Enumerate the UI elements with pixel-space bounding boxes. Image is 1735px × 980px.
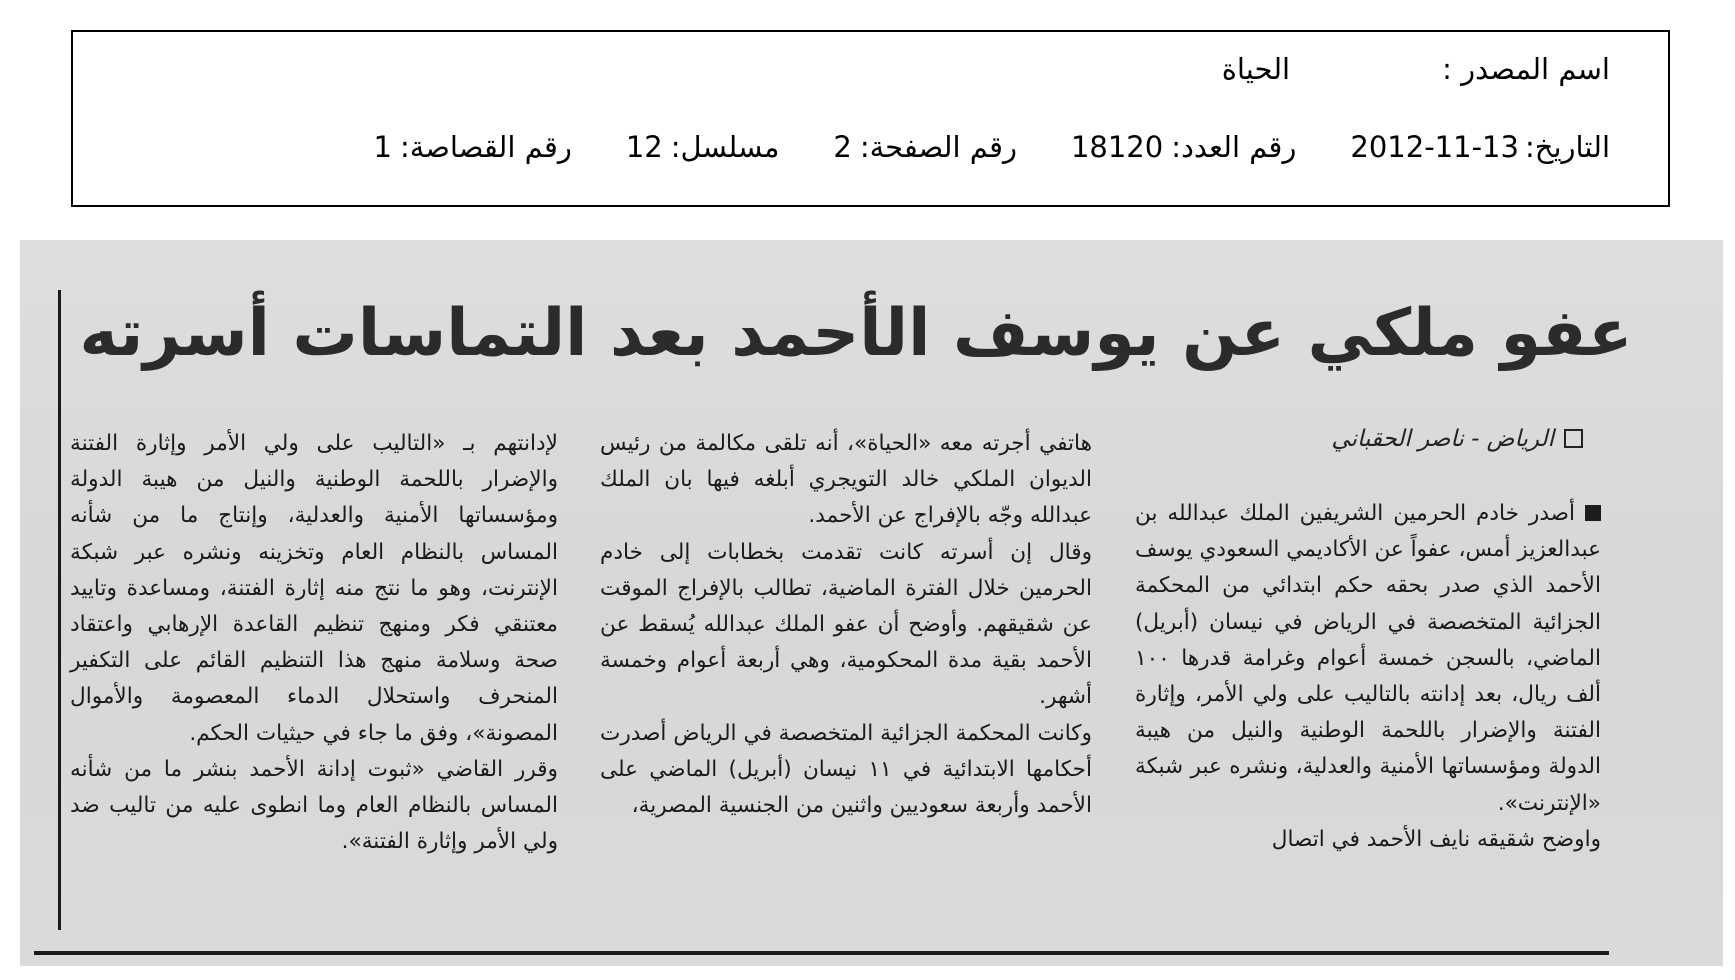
clip-value: 1 <box>373 130 392 164</box>
paragraph: لإدانتهم بـ «التاليب على ولي الأمر وإثارة الفتنة والإضرار باللحمة الوطنية والنيل من هيبة الدولة ومؤسساتها الأمنية والعدلية، وإنتاج ما من شأنه المساس بالنظام العام وتخزينه ونشره عبر شبكة الإنترنت، وهو ما نتج منه إثارة الفتنة، ومساعدة وتاييد معتنقي فكر ومنهج تنظيم القاعدة الإرهابي واعتقاد صحة وسلامة منهج هذا التنظيم القائم على التكفير المنحرف واستحلال الدماء المعصومة والأموال المصونة»، وفق ما جاء في حيثيات الحكم. <box>70 431 558 746</box>
date-value: 2012-11-13 <box>1350 130 1519 164</box>
byline-text: الرياض - ناصر الحقباني <box>1331 426 1554 452</box>
paragraph <box>1135 496 1601 822</box>
left-column-rule <box>58 290 61 930</box>
bottom-rule <box>34 951 1609 955</box>
article-column-3 <box>70 426 558 860</box>
serial-value: 12 <box>625 130 663 164</box>
source-value: الحياة <box>1221 52 1291 86</box>
clip-label: رقم القصاصة: <box>399 130 572 164</box>
source-label: اسم المصدر : <box>1442 52 1610 86</box>
serial-label: مسلسل: <box>670 130 780 164</box>
square-bullet-icon <box>1585 505 1601 521</box>
paragraph: وكانت المحكمة الجزائية المتخصصة في الرياض أصدرت أحكامها الابتدائية في ١١ نيسان (أبريل) الماضي على الأحمد وأربعة سعوديين واثنين من الجنسية المصرية، <box>600 720 1092 819</box>
page-label: رقم الصفحة: <box>859 130 1017 164</box>
headline: عفو ملكي عن يوسف الأحمد بعد التماسات أسرته <box>79 296 1633 371</box>
date-label: التاريخ: <box>1524 130 1610 164</box>
issue-label: رقم العدد: <box>1171 130 1297 164</box>
paragraph: هاتفي أجرته معه «الحياة»، أنه تلقى مكالمة من رئيس الديوان الملكي خالد التويجري أبلغه فيها بان الملك عبدالله وجّه بالإفراج عن الأحمد. <box>600 431 1092 529</box>
source-row <box>1222 52 1610 86</box>
article-column-1 <box>1135 496 1601 858</box>
article-column-2 <box>600 426 1092 824</box>
page-value: 2 <box>833 130 852 164</box>
source-info-box <box>71 30 1670 207</box>
byline <box>1331 426 1583 452</box>
paragraph-text: أصدر خادم الحرمين الشريفين الملك عبدالله بن عبدالعزيز أمس، عفواً عن الأكاديمي السعودي يوسف الأحمد الذي صدر بحقه حكم ابتدائي من المحكمة الجزائية المتخصصة في الرياض في نيسان (أبريل) الماضي، بالسجن خمسة أعوام وغرامة قدرها ١٠٠ ألف ريال، بعد إدانته بالتاليب على ولي الأمر، وإثارة الفتنة والإضرار باللحمة الوطنية والنيل من هيبة الدولة ومؤسساتها الأمنية والعدلية، ونشره عبر شبكة «الإنترنت». <box>1135 501 1601 816</box>
issue-value: 18120 <box>1070 130 1164 164</box>
paragraph: واوضح شقيقه نايف الأحمد في اتصال <box>1271 826 1601 852</box>
square-outline-icon <box>1564 429 1583 448</box>
newspaper-clipping <box>20 240 1723 966</box>
paragraph: وقرر القاضي «ثبوت إدانة الأحمد بنشر ما من شأنه المساس بالنظام العام وما انطوى عليه من تاليب ضد ولي الأمر وإثارة الفتنة». <box>70 756 558 855</box>
paragraph: وقال إن أسرته كانت تقدمت بخطابات إلى خادم الحرمين خلال الفترة الماضية، تطالب بالإفراج الموقت عن شقيقهم. وأوضح أن عفو الملك عبدالله يُسقط عن الأحمد بقية مدة المحكومية، وهي أربعة أعوام وخمسة أشهر. <box>600 539 1092 710</box>
metadata-row <box>374 130 1611 164</box>
